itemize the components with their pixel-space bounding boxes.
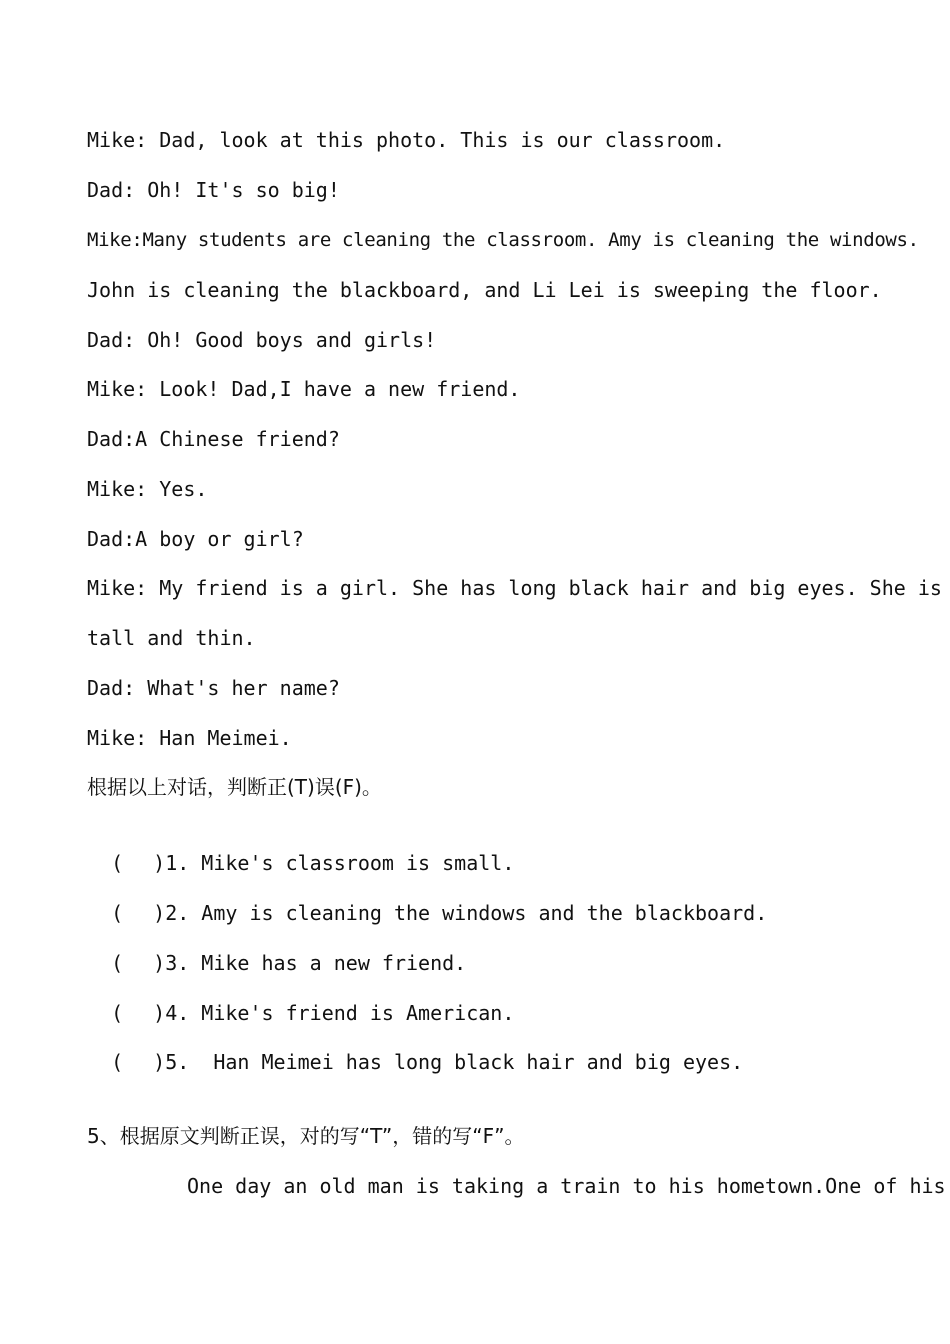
question-2 (87, 874, 767, 926)
question-1 (87, 824, 514, 876)
dialogue-line-12: Dad: What's her name? (87, 676, 340, 700)
dialogue-line-11: tall and thin. (87, 626, 256, 650)
answer-close-paren: ) (153, 901, 166, 925)
passage-first-line: One day an old man is taking a train to his hometown.One of his (187, 1174, 946, 1198)
dialogue-line-9: Dad:A boy or girl? (87, 527, 304, 551)
answer-close-paren: ) (153, 1001, 166, 1025)
section-5-heading: 5、根据原文判断正误，对的写“T”，错的写“F”。 (87, 1124, 525, 1148)
answer-close-paren: ) (153, 1050, 166, 1074)
dialogue-line-13: Mike: Han Meimei. (87, 726, 292, 750)
dialogue-line-3: Mike:Many students are cleaning the classroom. Amy is cleaning the windows. (87, 229, 919, 251)
question-text: 3. Mike has a new friend. (165, 951, 467, 975)
dialogue-line-1: Mike: Dad, look at this photo. This is our classroom. (87, 128, 726, 152)
question-3 (87, 924, 466, 976)
answer-close-paren: ) (153, 851, 166, 875)
dialogue-line-5: Dad: Oh! Good boys and girls! (87, 328, 437, 352)
answer-open-paren: ( (111, 1050, 124, 1074)
question-text: 1. Mike's classroom is small. (165, 851, 515, 875)
question-text: 2. Amy is cleaning the windows and the blackboard. (165, 901, 768, 925)
dialogue-line-4: John is cleaning the blackboard, and Li Lei is sweeping the floor. (87, 278, 882, 302)
dialogue-line-8: Mike: Yes. (87, 477, 208, 501)
instruction: 根据以上对话，判断正(T)误(F)。 (87, 775, 382, 799)
answer-open-paren: ( (111, 851, 124, 875)
question-5 (87, 1023, 743, 1075)
dialogue-line-2: Dad: Oh! It's so big! (87, 178, 340, 202)
question-text: 5. Han Meimei has long black hair and big eyes. (165, 1050, 744, 1074)
answer-open-paren: ( (111, 901, 124, 925)
question-text: 4. Mike's friend is American. (165, 1001, 515, 1025)
question-4 (87, 974, 514, 1026)
answer-close-paren: ) (153, 951, 166, 975)
dialogue-line-7: Dad:A Chinese friend? (87, 427, 340, 451)
answer-open-paren: ( (111, 951, 124, 975)
dialogue-line-10: Mike: My friend is a girl. She has long black hair and big eyes. She is (87, 576, 942, 600)
dialogue-line-6: Mike: Look! Dad,I have a new friend. (87, 377, 521, 401)
answer-open-paren: ( (111, 1001, 124, 1025)
